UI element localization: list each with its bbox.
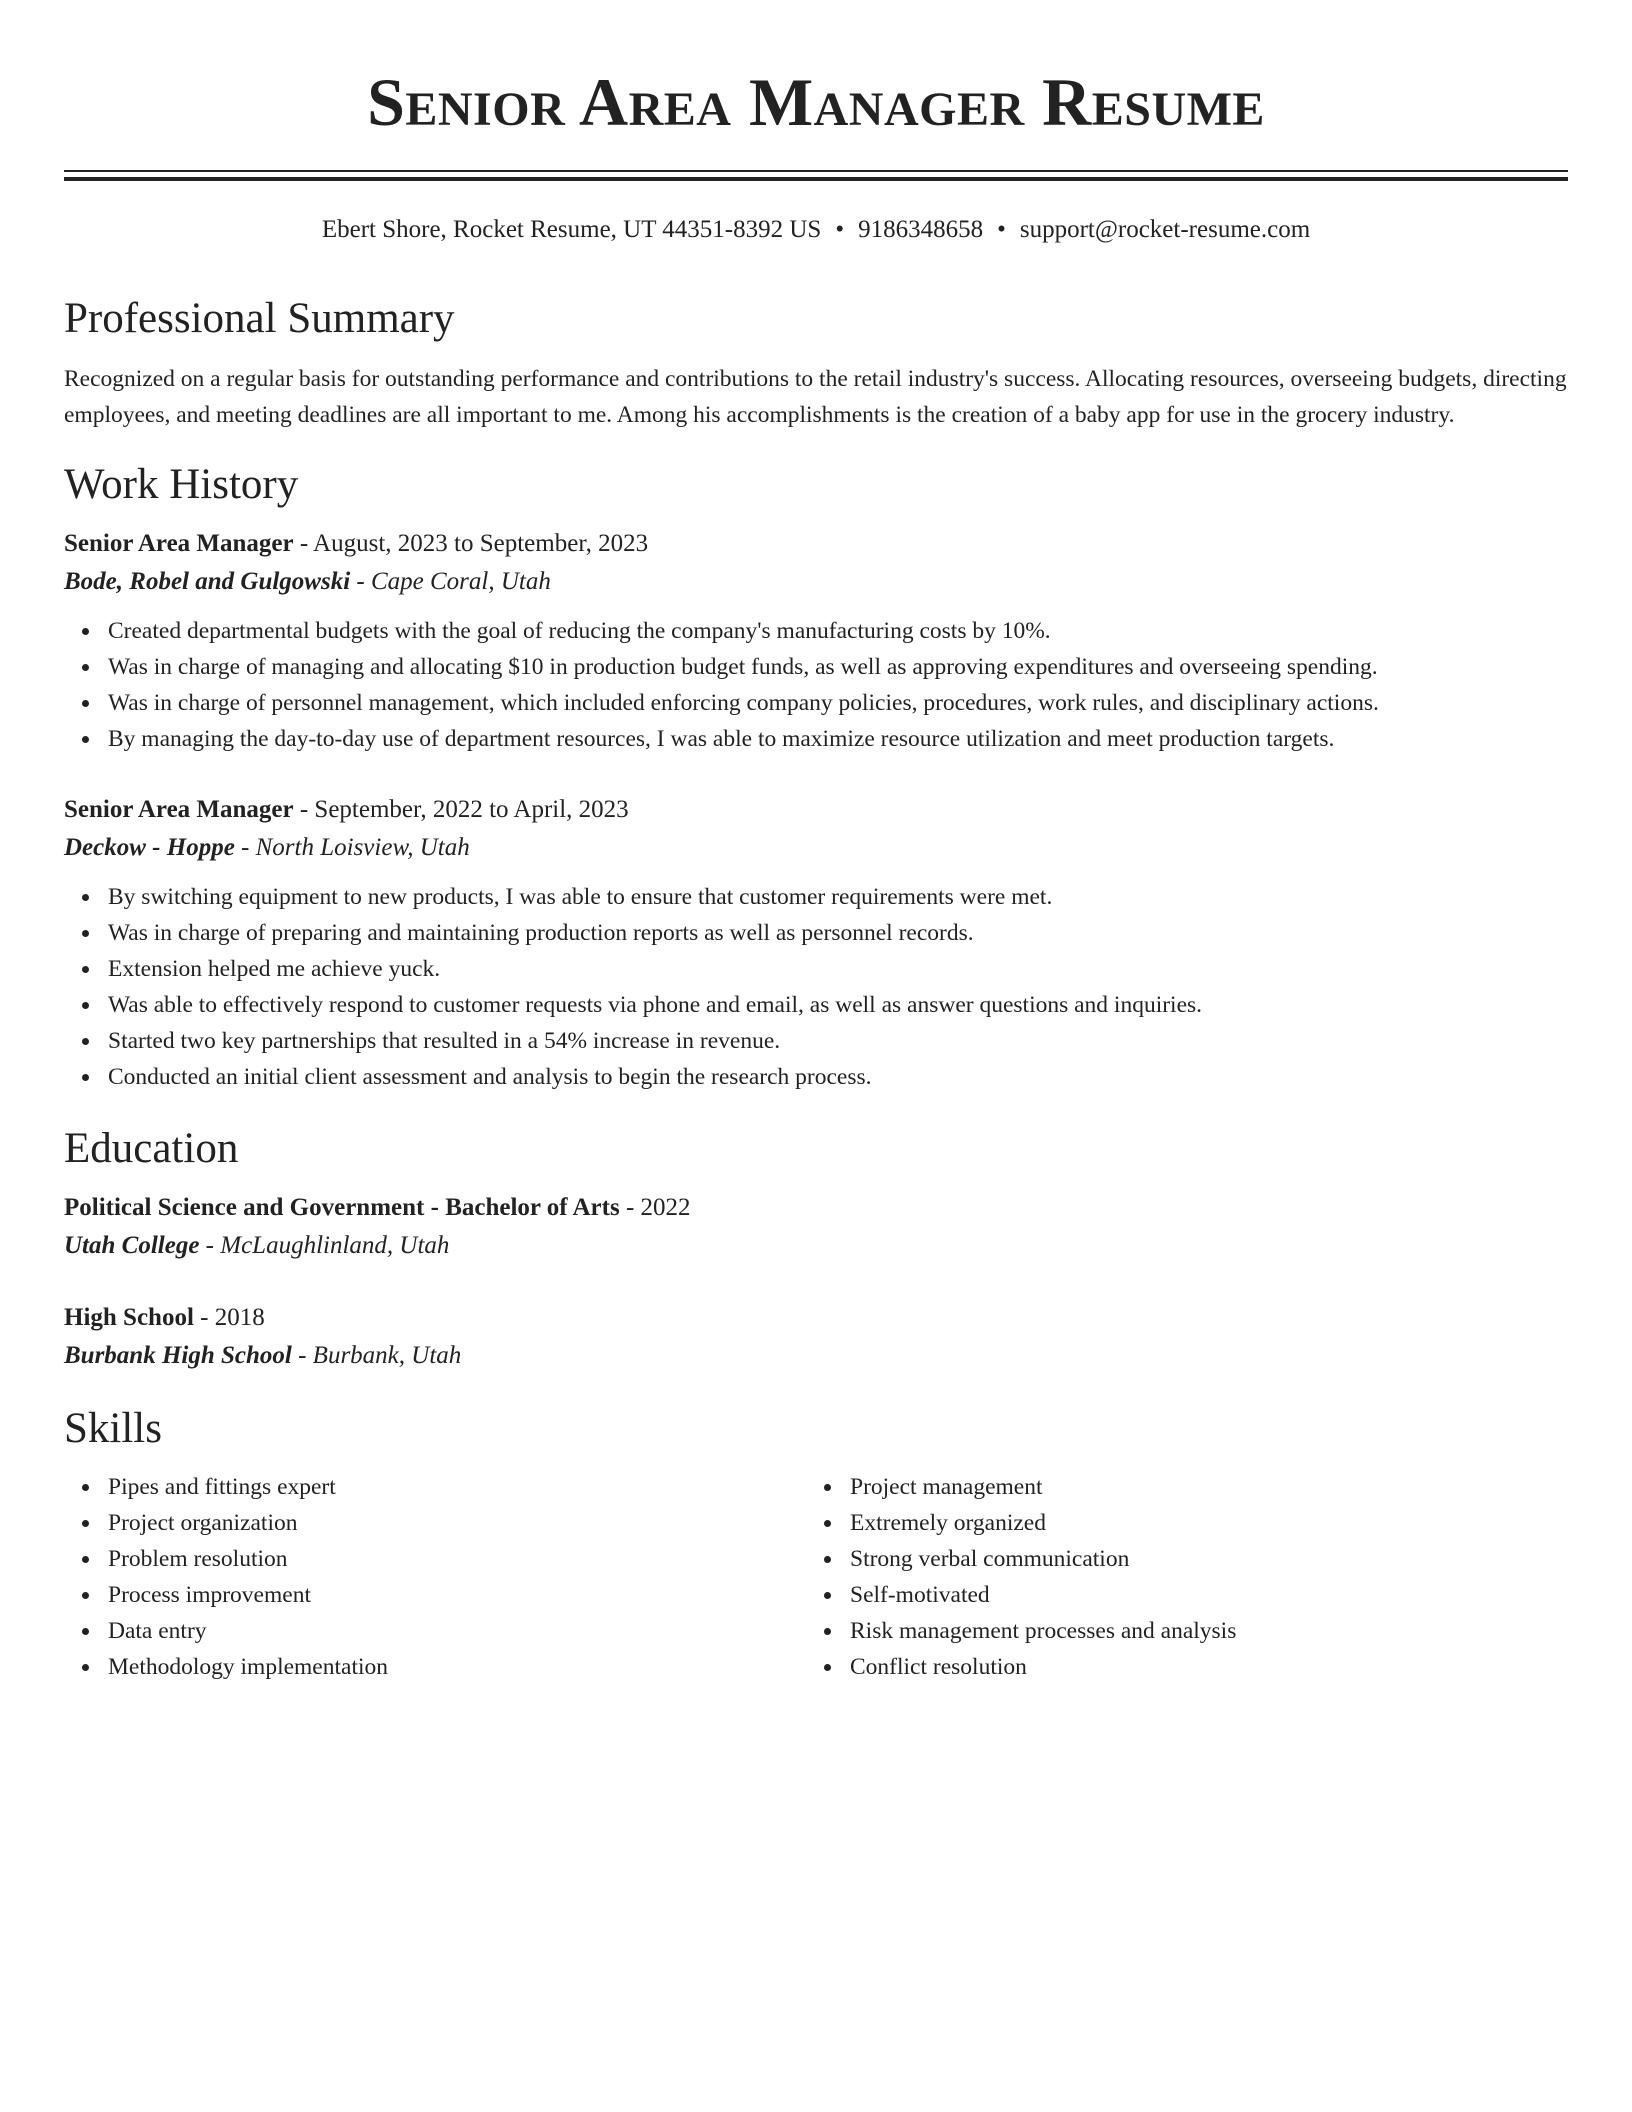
education-location: - Burbank, Utah xyxy=(291,1342,462,1369)
education-entry xyxy=(64,1299,1568,1375)
skill-item: Project organization xyxy=(108,1505,806,1541)
job-location: - Cape Coral, Utah xyxy=(350,568,551,595)
education-location: - McLaughlinland, Utah xyxy=(199,1232,450,1259)
contact-phone: 9186348658 xyxy=(858,216,984,243)
skill-item: Conflict resolution xyxy=(850,1649,1548,1685)
skill-item: Project management xyxy=(850,1469,1548,1505)
skills-grid xyxy=(64,1469,1568,1685)
education-year: - 2022 xyxy=(619,1194,691,1221)
list-item: Conducted an initial client assessment and analysis to begin the research process. xyxy=(108,1059,1568,1095)
section-heading-summary: Professional Summary xyxy=(64,295,455,342)
contact-separator: • xyxy=(997,216,1006,243)
skills-list xyxy=(64,1469,806,1685)
job-entry xyxy=(64,525,1568,757)
list-item: Was in charge of personnel management, which included enforcing company policies, procedures, work rules, and disciplinary actions. xyxy=(108,685,1568,721)
summary-text: Recognized on a regular basis for outstanding performance and contributions to the retail industry's success. Allocating resources, overseeing budgets, directing employees, and meeting deadlines are all important to me. Among his accomplishments is the creation of a baby app for use in the grocery industry. xyxy=(64,366,1567,428)
section-heading-work-history: Work History xyxy=(64,461,299,508)
skills-column-right xyxy=(806,1469,1548,1685)
education-school: Utah College xyxy=(64,1232,200,1259)
skill-item: Strong verbal communication xyxy=(850,1541,1548,1577)
job-company: Bode, Robel and Gulgowski xyxy=(64,568,351,595)
list-item: By switching equipment to new products, I was able to ensure that customer requirements were met. xyxy=(108,879,1568,915)
job-title-line xyxy=(64,791,1568,829)
section-heading-skills: Skills xyxy=(64,1405,162,1452)
job-location: - North Loisview, Utah xyxy=(234,834,470,861)
contact-email: support@rocket-resume.com xyxy=(1019,216,1311,243)
list-item: Started two key partnerships that resulted in a 54% increase in revenue. xyxy=(108,1023,1568,1059)
title-divider xyxy=(64,170,1568,181)
education-degree-line xyxy=(64,1189,1568,1227)
education-school: Burbank High School xyxy=(64,1342,292,1369)
skill-item: Process improvement xyxy=(108,1577,806,1613)
job-title-line xyxy=(64,525,1568,563)
list-item: Created departmental budgets with the goal of reducing the company's manufacturing costs by 10%. xyxy=(108,613,1568,649)
education-school-line xyxy=(64,1227,1568,1265)
education-degree-line xyxy=(64,1299,1568,1337)
education-entry xyxy=(64,1189,1568,1265)
skill-item: Pipes and fittings expert xyxy=(108,1469,806,1505)
job-title: Senior Area Manager xyxy=(64,530,294,557)
education-degree: Political Science and Government - Bachelor of Arts xyxy=(64,1194,620,1221)
education-school-line xyxy=(64,1337,1568,1375)
education-year: - 2018 xyxy=(193,1304,265,1331)
skills-column-left xyxy=(64,1469,806,1685)
list-item: By managing the day-to-day use of department resources, I was able to maximize resource utilization and meet production targets. xyxy=(108,721,1568,757)
job-bullets xyxy=(64,879,1568,1095)
list-item: Extension helped me achieve yuck. xyxy=(108,951,1568,987)
list-item: Was able to effectively respond to customer requests via phone and email, as well as answer questions and inquiries. xyxy=(108,987,1568,1023)
section-heading-education: Education xyxy=(64,1125,239,1172)
skill-item: Extremely organized xyxy=(850,1505,1548,1541)
contact-line xyxy=(64,215,1568,245)
job-dates: - September, 2022 to April, 2023 xyxy=(293,796,629,823)
job-bullets xyxy=(64,613,1568,757)
job-entry xyxy=(64,791,1568,1095)
skill-item: Data entry xyxy=(108,1613,806,1649)
list-item: Was in charge of managing and allocating $10 in production budget funds, as well as approving expenditures and overseeing spending. xyxy=(108,649,1568,685)
list-item: Was in charge of preparing and maintaining production reports as well as personnel records. xyxy=(108,915,1568,951)
job-title: Senior Area Manager xyxy=(64,796,294,823)
resume-title: Senior Area Manager Resume xyxy=(367,64,1265,140)
job-company: Deckow - Hoppe xyxy=(64,834,235,861)
skill-item: Problem resolution xyxy=(108,1541,806,1577)
skills-list xyxy=(806,1469,1548,1685)
job-company-line xyxy=(64,563,1568,601)
skill-item: Methodology implementation xyxy=(108,1649,806,1685)
education-degree: High School xyxy=(64,1304,194,1331)
contact-separator: • xyxy=(835,216,845,243)
job-dates: - August, 2023 to September, 2023 xyxy=(293,530,649,557)
skill-item: Risk management processes and analysis xyxy=(850,1613,1548,1649)
skill-item: Self-motivated xyxy=(850,1577,1548,1613)
contact-address: Ebert Shore, Rocket Resume, UT 44351-8392 US xyxy=(321,216,822,243)
job-company-line xyxy=(64,829,1568,867)
